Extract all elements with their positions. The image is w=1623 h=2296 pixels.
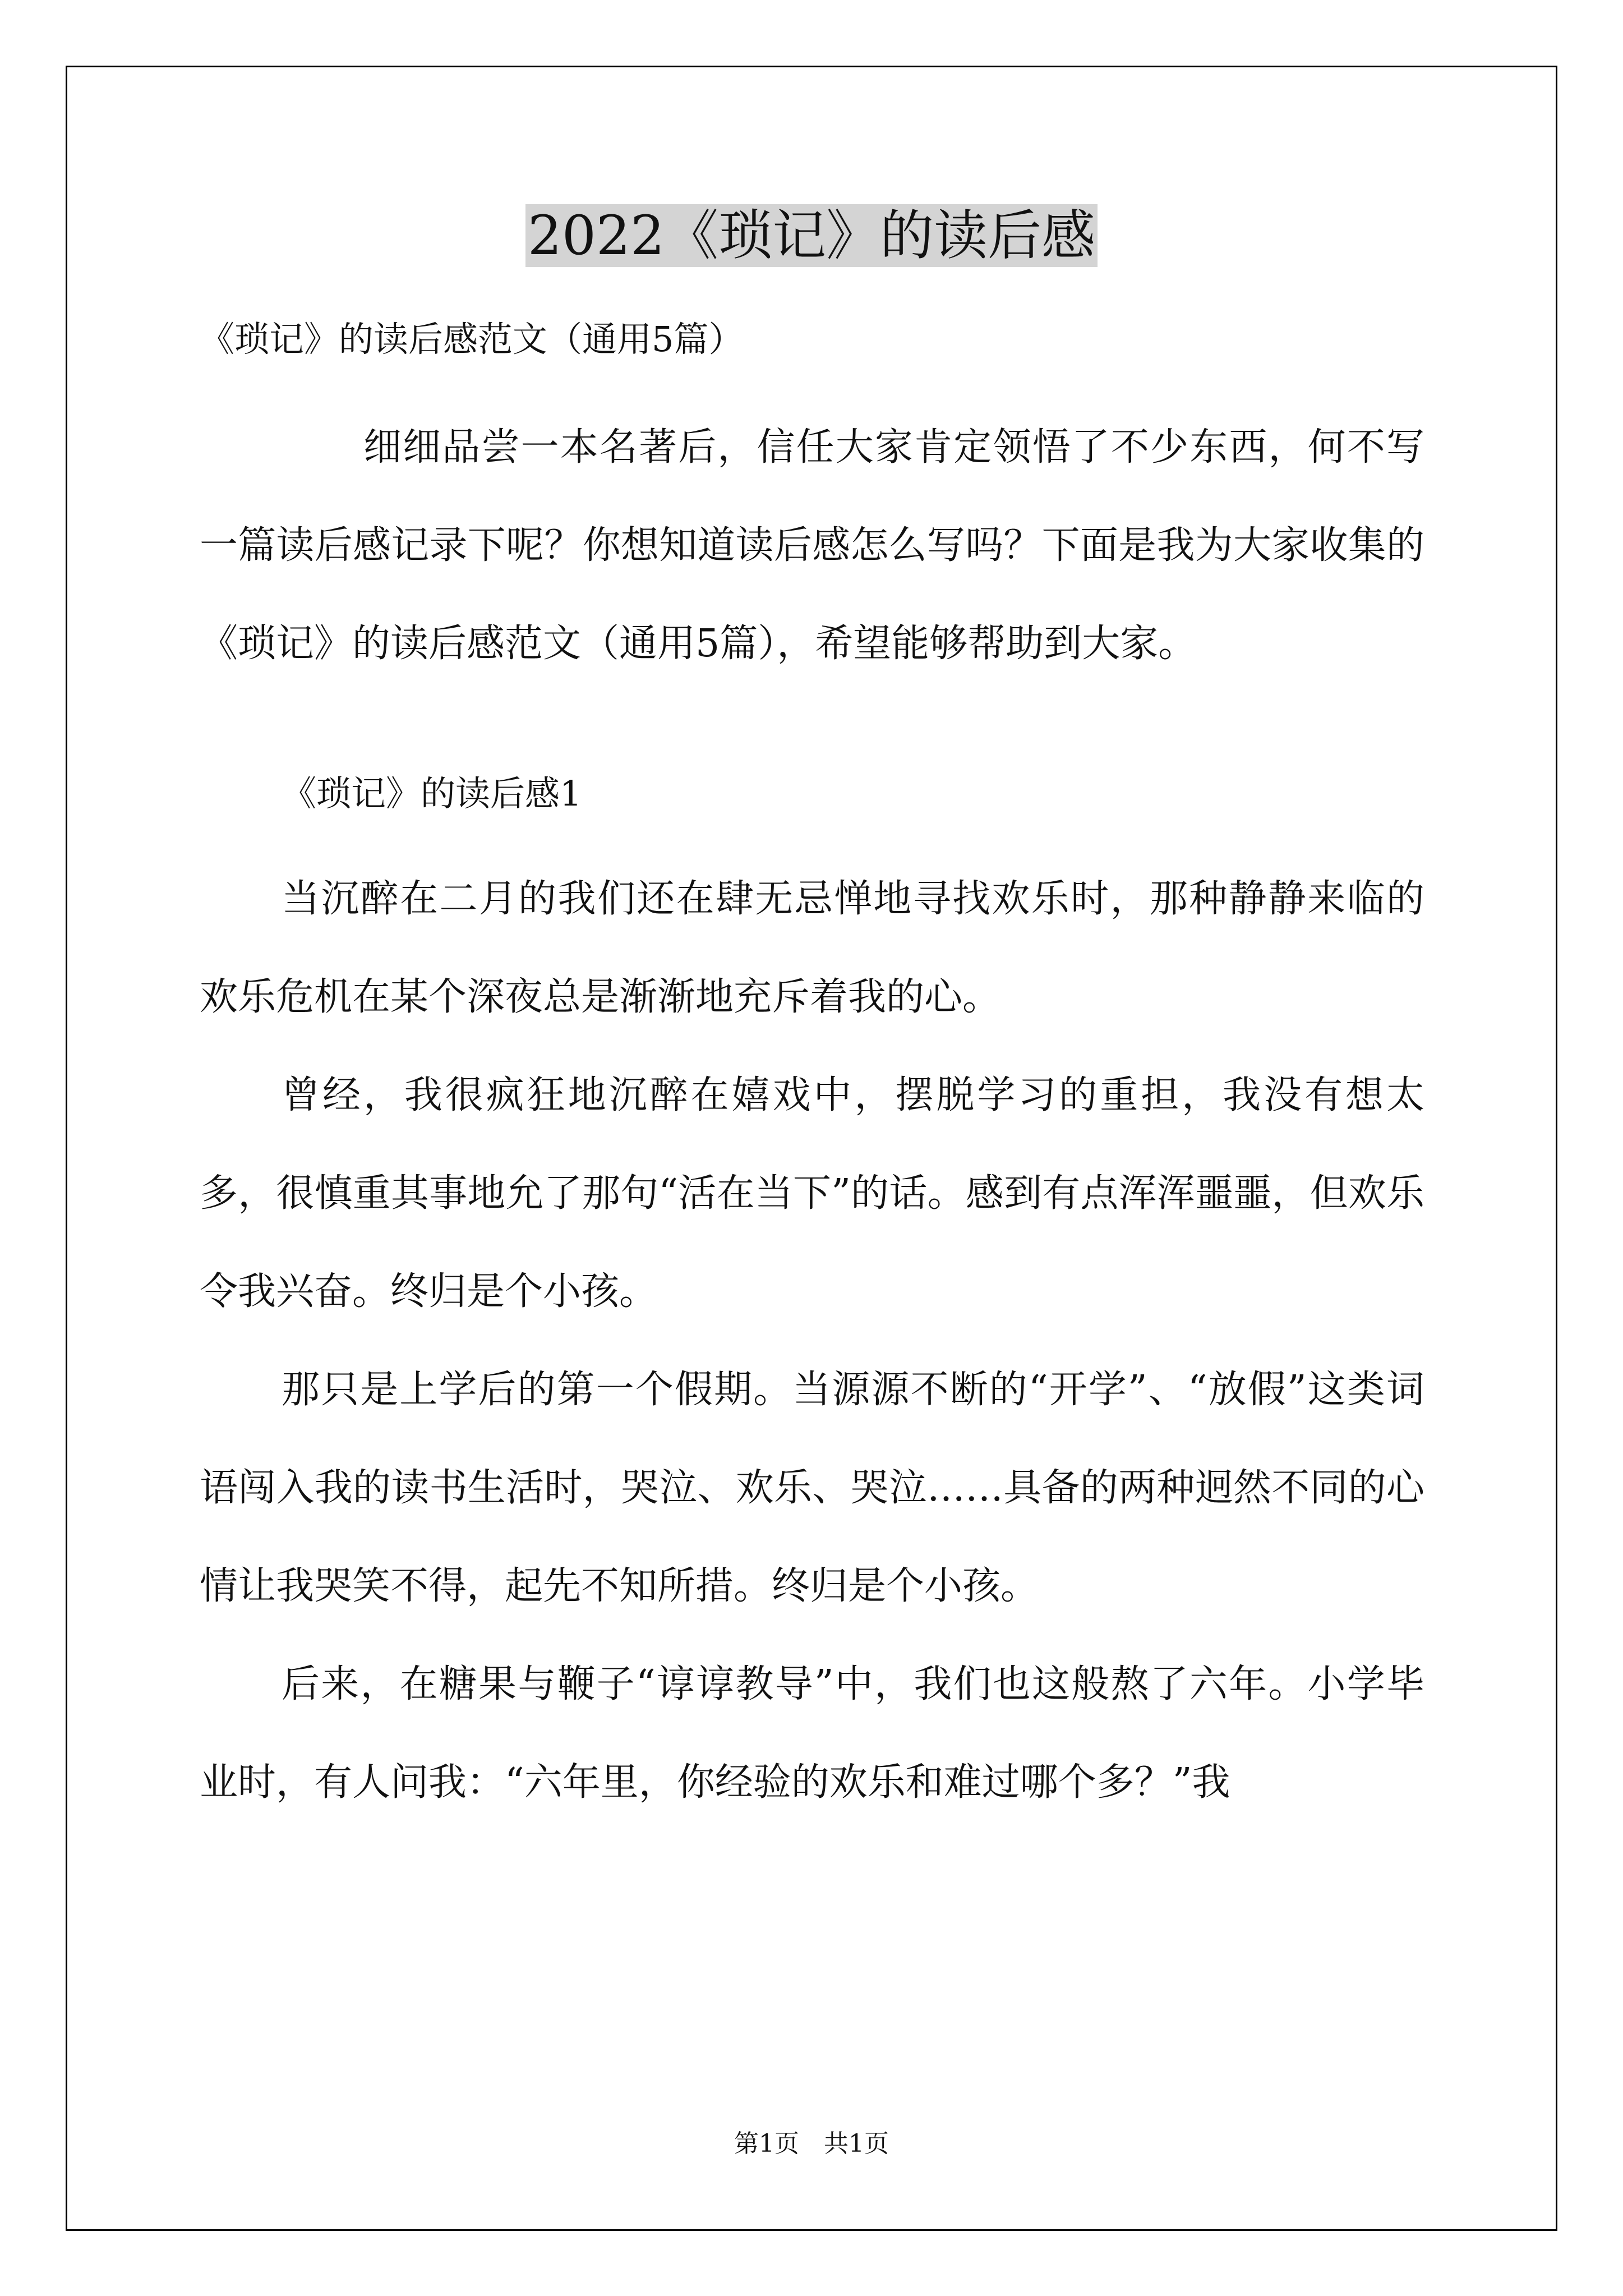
body-paragraph: 曾经，我很疯狂地沉醉在嬉戏中，摆脱学习的重担，我没有想太多，很慎重其事地允了那句“活在当下”的话。感到有点浑浑噩噩，但欢乐令我兴奋。终归是个小孩。 xyxy=(200,1073,1424,1314)
document-body xyxy=(200,314,1424,1832)
body-paragraph: 当沉醉在二月的我们还在肆无忌惮地寻找欢乐时，那种静静来临的欢乐危机在某个深夜总是渐渐地充斥着我的心。 xyxy=(200,877,1424,1019)
section-heading: 《琐记》的读后感1 xyxy=(282,773,582,814)
intro-paragraph: 细细品尝一本名著后，信任大家肯定领悟了不少东西，何不写一篇读后感记录下呢？你想知道读后感怎么写吗？下面是我为大家收集的《琐记》的读后感范文（通用5篇），希望能够帮助到大家。 xyxy=(200,425,1424,666)
section-spacer xyxy=(200,693,1424,769)
document-title-text: 2022《琐记》的读后感 xyxy=(525,204,1098,267)
document-title xyxy=(0,199,1623,272)
page-footer: 第1页 共1页 xyxy=(734,2129,889,2158)
body-paragraph: 后来，在糖果与鞭子“谆谆教导”中，我们也这般熬了六年。小学毕业时，有人问我：“六年里，你经验的欢乐和难过哪个多？”我 xyxy=(200,1662,1424,1805)
document-subtitle: 《琐记》的读后感范文（通用5篇） xyxy=(200,319,744,360)
body-paragraph: 那只是上学后的第一个假期。当源源不断的“开学”、“放假”这类词语闯入我的读书生活时，哭泣、欢乐、哭泣……具备的两种迥然不同的心情让我哭笑不得，起先不知所措。终归是个小孩。 xyxy=(200,1368,1424,1608)
